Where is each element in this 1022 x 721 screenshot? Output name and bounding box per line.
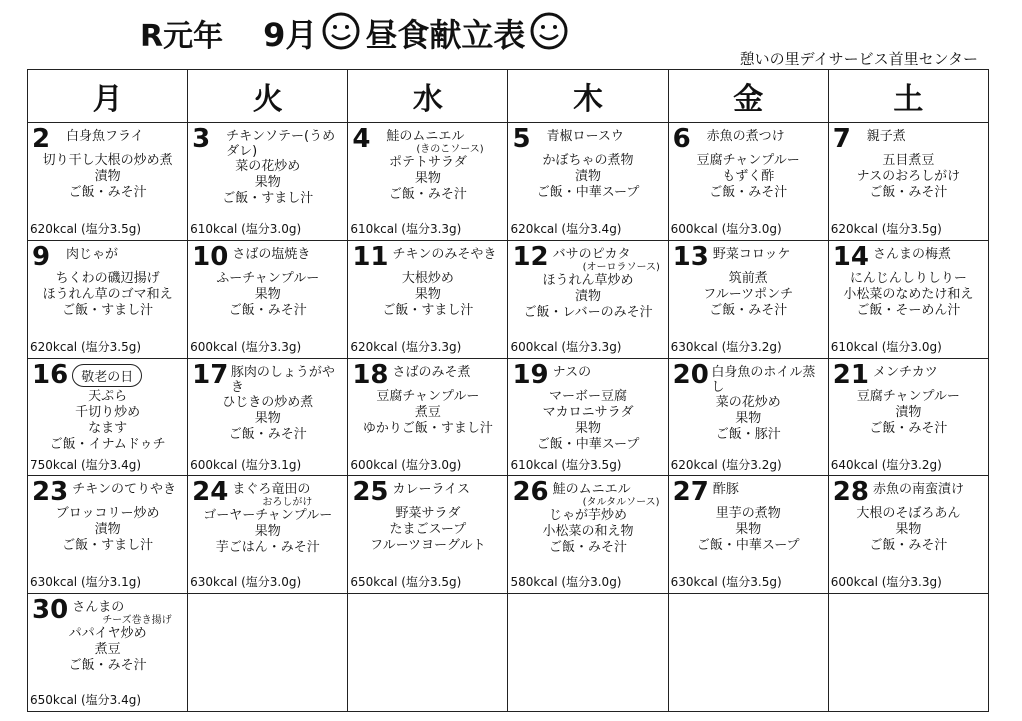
menu-item: ご飯・イナムドゥチ [49,436,166,452]
side-dishes [352,155,503,203]
calorie-salt-info: 620kcal (塩分3.5g) [30,339,142,354]
menu-item: ご飯・中華スープ [696,538,800,554]
main-dish [707,125,785,144]
calorie-salt-info: 600kcal (塩分3.0g) [350,457,462,472]
side-dishes [673,153,824,201]
menu-item: 豆腐チャンプルー [696,153,800,168]
calorie-salt-info: 630kcal (塩分3.2g) [670,339,782,354]
calorie-salt-info: 650kcal (塩分3.4g) [30,693,142,708]
empty-day-cell [828,594,988,712]
menu-item: 漬物 [575,288,602,304]
week-row [28,594,989,712]
calorie-salt-info: 620kcal (塩分3.2g) [670,457,782,472]
day-number: 27 [672,477,709,508]
menu-item: 果物 [735,410,762,426]
dish-note: チーズ巻き揚げ [102,615,172,627]
side-dishes [192,395,343,443]
menu-item: ご飯・みそ汁 [709,302,788,318]
weekday-header-row [28,70,989,123]
main-dish [232,478,312,508]
menu-item: ご飯・みそ汁 [68,185,147,200]
menu-item: ご飯・すまし汁 [382,302,474,318]
page-title [140,8,573,58]
day-cell [348,240,508,358]
weekday-header: 火 [188,70,348,123]
side-dishes [833,271,984,319]
menu-item: 大根のそぼろあん [856,506,961,522]
menu-item: ナスのおろしがけ [856,169,961,184]
menu-item: 芋ごはん・みそ汁 [215,540,320,556]
main-dish [393,361,471,380]
day-cell [508,123,668,241]
day-number: 2 [32,124,51,154]
calorie-salt-info: 640kcal (塩分3.2g) [830,457,942,472]
menu-item: なます [88,420,128,436]
day-cell [508,476,668,594]
main-dish [393,243,497,262]
menu-item: 切り干し大根の炒め煮 [42,153,173,168]
menu-item: 果物 [254,175,281,190]
side-dishes [512,153,663,201]
side-dishes [192,508,343,556]
side-dishes [32,271,183,319]
main-dish [713,243,791,262]
holiday-badge: 敬老の日 [72,364,142,387]
day-cell [188,476,348,594]
side-dishes [512,273,663,321]
calorie-salt-info: 610kcal (塩分3.0g) [190,222,302,236]
main-dish-label: 酢豚 [712,482,739,498]
day-number: 4 [352,124,371,154]
day-number: 5 [512,124,531,154]
week-row [28,358,989,476]
side-dishes [512,508,663,556]
main-dish-label: カレーライス [392,482,470,498]
menu-item: ご飯・みそ汁 [68,658,147,674]
week-row [28,123,989,241]
main-dish-label: 肉じゃが [66,246,119,262]
calorie-salt-info: 600kcal (塩分3.3g) [190,339,302,354]
day-cell [668,123,828,241]
menu-item: 果物 [895,522,922,538]
main-dish [546,125,623,144]
day-number: 6 [672,124,691,154]
menu-item: フルーツポンチ [703,286,794,302]
day-number: 13 [672,241,709,272]
menu-item: 果物 [414,286,441,302]
menu-item: 里芋の煮物 [715,506,781,522]
main-dish-label: チキンソテー(うめダレ) [226,129,336,159]
main-dish [72,478,176,497]
day-number: 3 [192,124,211,154]
main-dish [873,361,938,380]
side-dishes [192,159,343,207]
main-dish-label: 青椒ロースウ [546,129,624,144]
menu-item: ご飯・中華スープ [536,185,640,200]
day-cell [668,476,828,594]
day-number: 11 [352,241,389,272]
menu-item: 大根炒め [401,270,454,286]
menu-item: 筑前煮 [728,270,768,286]
menu-item: 煮豆 [94,642,121,658]
menu-item: ご飯・みそ汁 [228,426,307,442]
main-dish [393,478,470,497]
day-number: 10 [192,241,229,272]
day-cell [828,123,988,241]
calorie-salt-info: 750kcal (塩分3.4g) [30,457,142,472]
day-number: 24 [192,477,229,508]
menu-item: ご飯・みそ汁 [869,538,948,554]
main-dish [66,243,118,262]
day-number: 9 [32,241,51,272]
main-dish-label: さんまの [72,600,125,616]
empty-day-cell [348,594,508,712]
menu-item: ご飯・すまし汁 [62,302,154,318]
menu-item: ご飯・みそ汁 [869,185,948,200]
main-dish-label: さばの塩焼き [232,246,311,262]
menu-item: にんじんしりしりー [849,270,967,286]
main-dish-label: 野菜コロッケ [712,246,791,262]
main-dish [711,361,823,395]
side-dishes [833,506,984,554]
empty-day-cell [668,594,828,712]
weekday-header: 金 [668,70,828,123]
menu-item: ご飯・みそ汁 [709,185,788,200]
empty-day-cell [188,594,348,712]
era-label: R元年 [140,19,224,54]
side-dishes [833,153,984,201]
side-dishes [32,506,183,554]
menu-item: 天ぷら [88,388,128,404]
calorie-salt-info: 620kcal (塩分3.5g) [30,222,142,236]
menu-item: 菜の花炒め [715,394,781,410]
menu-item: 果物 [254,286,281,302]
menu-item: ご飯・みそ汁 [549,540,628,556]
day-cell [508,240,668,358]
menu-item: ブロッコリー炒め [55,506,160,522]
menu-item: かぼちゃの煮物 [542,153,634,168]
day-number: 7 [832,124,851,154]
main-dish-label: チキンのてりやき [72,482,177,498]
menu-item: 漬物 [94,169,121,184]
day-number: 20 [672,359,709,390]
calorie-salt-info: 600kcal (塩分3.3g) [510,339,622,354]
dish-note: おろしがけ [262,497,313,509]
main-dish-label: 鮭のムニエル [386,129,465,144]
day-cell [28,358,188,476]
day-cell [188,240,348,358]
menu-item: 漬物 [895,404,922,420]
menu-item: ちくわの磯辺揚げ [55,270,160,286]
calorie-salt-info: 630kcal (塩分3.1g) [30,575,142,590]
main-dish-label: さばのみそ煮 [392,364,471,380]
side-dishes [32,626,183,674]
main-dish [553,243,660,273]
menu-item: 豆腐チャンプルー [856,388,960,404]
menu-item: ご飯・みそ汁 [869,420,948,436]
main-dish [66,125,144,144]
main-dish-label: 豚肉のしょうがやき [230,364,335,395]
day-cell [348,476,508,594]
main-dish-label: 白身魚のホイル蒸し [711,364,816,395]
menu-item: ご飯・豚汁 [715,426,781,442]
dish-note: (オーロラソース) [582,261,660,273]
menu-item: 五目煮豆 [882,153,935,168]
calorie-salt-info: 630kcal (塩分3.0g) [190,575,302,590]
side-dishes [352,506,503,554]
weekday-header: 土 [828,70,988,123]
weekday-header: 水 [348,70,508,123]
side-dishes [352,271,503,319]
menu-item: 豆腐チャンプルー [376,388,480,404]
day-cell [828,476,988,594]
calorie-salt-info: 650kcal (塩分3.5g) [350,575,462,590]
day-number: 16 [32,359,69,390]
day-number: 28 [832,477,869,508]
day-cell [188,358,348,476]
calorie-salt-info: 610kcal (塩分3.5g) [510,457,622,472]
main-dish-label: ナスの [552,364,592,380]
calendar-body [28,123,989,712]
menu-item: たまごスープ [389,522,467,538]
calorie-salt-info: 630kcal (塩分3.5g) [670,575,782,590]
day-cell [668,240,828,358]
day-cell [828,358,988,476]
side-dishes [673,395,824,443]
menu-item: 果物 [254,410,281,426]
menu-item: 漬物 [575,169,602,184]
day-number: 21 [832,359,869,390]
menu-item: ご飯・中華スープ [536,436,640,452]
day-cell [348,123,508,241]
menu-item: ご飯・レバーのみそ汁 [523,304,653,320]
menu-item: ご飯・みそ汁 [388,187,467,202]
menu-item: もずく酢 [722,169,775,184]
month-label: 9月 [263,16,318,54]
main-dish-label: まぐろ竜田の [232,482,311,498]
side-dishes [512,389,663,453]
menu-item: 菜の花炒め [235,159,301,174]
menu-item: 果物 [414,171,441,186]
side-dishes [192,271,343,319]
menu-item: マーボー豆腐 [549,388,628,404]
menu-item: ゆかりご飯・すまし汁 [362,420,493,436]
day-cell [508,358,668,476]
menu-item: ほうれん草のゴマ和え [42,286,173,302]
day-cell [668,358,828,476]
main-dish [873,243,951,262]
main-dish-label: メンチカツ [872,364,938,380]
menu-item: 果物 [735,522,762,538]
menu-item: 果物 [575,420,602,436]
dish-note: (タルタルソース) [582,497,660,509]
main-dish [386,125,483,155]
menu-item: 果物 [254,524,281,540]
main-dish [553,361,591,380]
main-dish [553,478,660,508]
smiley-face-icon [321,11,361,55]
day-number: 19 [512,359,549,390]
main-dish-label: 赤魚の南蛮漬け [872,482,964,498]
calorie-salt-info: 610kcal (塩分3.0g) [830,339,942,354]
menu-calendar [27,69,989,712]
menu-item: 漬物 [94,522,121,538]
main-dish-label: 鮭のムニエル [552,482,631,498]
side-dishes [673,506,824,554]
day-number: 12 [512,241,549,272]
menu-item: 千切り炒め [75,404,141,420]
day-number: 18 [352,359,389,390]
empty-day-cell [508,594,668,712]
menu-item: 野菜サラダ [395,506,461,522]
side-dishes [833,389,984,437]
main-dish-label: さんまの梅煮 [872,246,951,262]
dish-note: (きのこソース) [416,144,484,155]
menu-item: ほうれん草炒め [542,272,634,288]
day-cell [28,123,188,241]
menu-item: フルーツヨーグルト [370,538,486,554]
day-number: 26 [512,477,549,508]
title-text: 昼食献立表 [365,16,526,54]
calorie-salt-info: 610kcal (塩分3.3g) [350,222,462,236]
menu-item: ご飯・すまし汁 [62,538,154,554]
side-dishes [32,153,183,201]
main-dish-label: チキンのみそやき [392,246,497,262]
menu-item: じゃが芋炒め [549,508,628,524]
main-dish [873,478,964,497]
menu-item: ご飯・すまし汁 [222,191,314,206]
calorie-salt-info: 600kcal (塩分3.1g) [190,457,302,472]
main-dish [713,478,739,497]
main-dish-label: 親子煮 [866,129,906,144]
menu-item: ふーチャンプルー [216,270,320,286]
day-cell [188,123,348,241]
facility-name: 憩いの里デイサービス首里センター [739,50,978,68]
calorie-salt-info: 620kcal (塩分3.5g) [830,222,942,236]
day-cell [348,358,508,476]
calorie-salt-info: 600kcal (塩分3.3g) [830,575,942,590]
day-cell [28,476,188,594]
menu-item: 小松菜のなめたけ和え [843,286,974,302]
main-dish-label: 白身魚フライ [66,129,144,144]
side-dishes [673,271,824,319]
week-row [28,240,989,358]
week-row [28,476,989,594]
menu-item: ポテトサラダ [388,155,467,170]
day-number: 14 [832,241,869,272]
day-cell [28,594,188,712]
day-cell [828,240,988,358]
weekday-header: 月 [28,70,188,123]
day-cell [28,240,188,358]
menu-item: マカロニサラダ [542,404,634,420]
menu-item: ご飯・そーめん汁 [856,302,961,318]
calorie-salt-info: 600kcal (塩分3.0g) [670,222,782,236]
day-number: 30 [32,595,69,626]
side-dishes [32,389,183,453]
main-dish-label: バサのピカタ [552,246,631,262]
day-number: 23 [32,477,69,508]
menu-item: パパイヤ炒め [68,626,147,642]
main-dish [232,243,310,262]
calorie-salt-info: 620kcal (塩分3.3g) [350,339,462,354]
main-dish [867,125,906,144]
day-number: 25 [352,477,389,508]
menu-item: ひじきの炒め煮 [222,394,314,410]
menu-item: ゴーヤーチャンプルー [203,508,333,524]
menu-item: 小松菜の和え物 [542,524,634,540]
calorie-salt-info: 580kcal (塩分3.0g) [510,575,622,590]
side-dishes [352,389,503,437]
main-dish [226,125,343,159]
menu-item: ご飯・みそ汁 [228,302,307,318]
weekday-header: 木 [508,70,668,123]
main-dish-label: 赤魚の煮つけ [706,129,785,144]
smiley-face-icon [529,11,569,55]
day-number: 17 [192,359,229,390]
calorie-salt-info: 620kcal (塩分3.4g) [510,222,622,236]
main-dish [72,596,172,626]
menu-item: 煮豆 [414,404,441,420]
main-dish [231,361,343,395]
